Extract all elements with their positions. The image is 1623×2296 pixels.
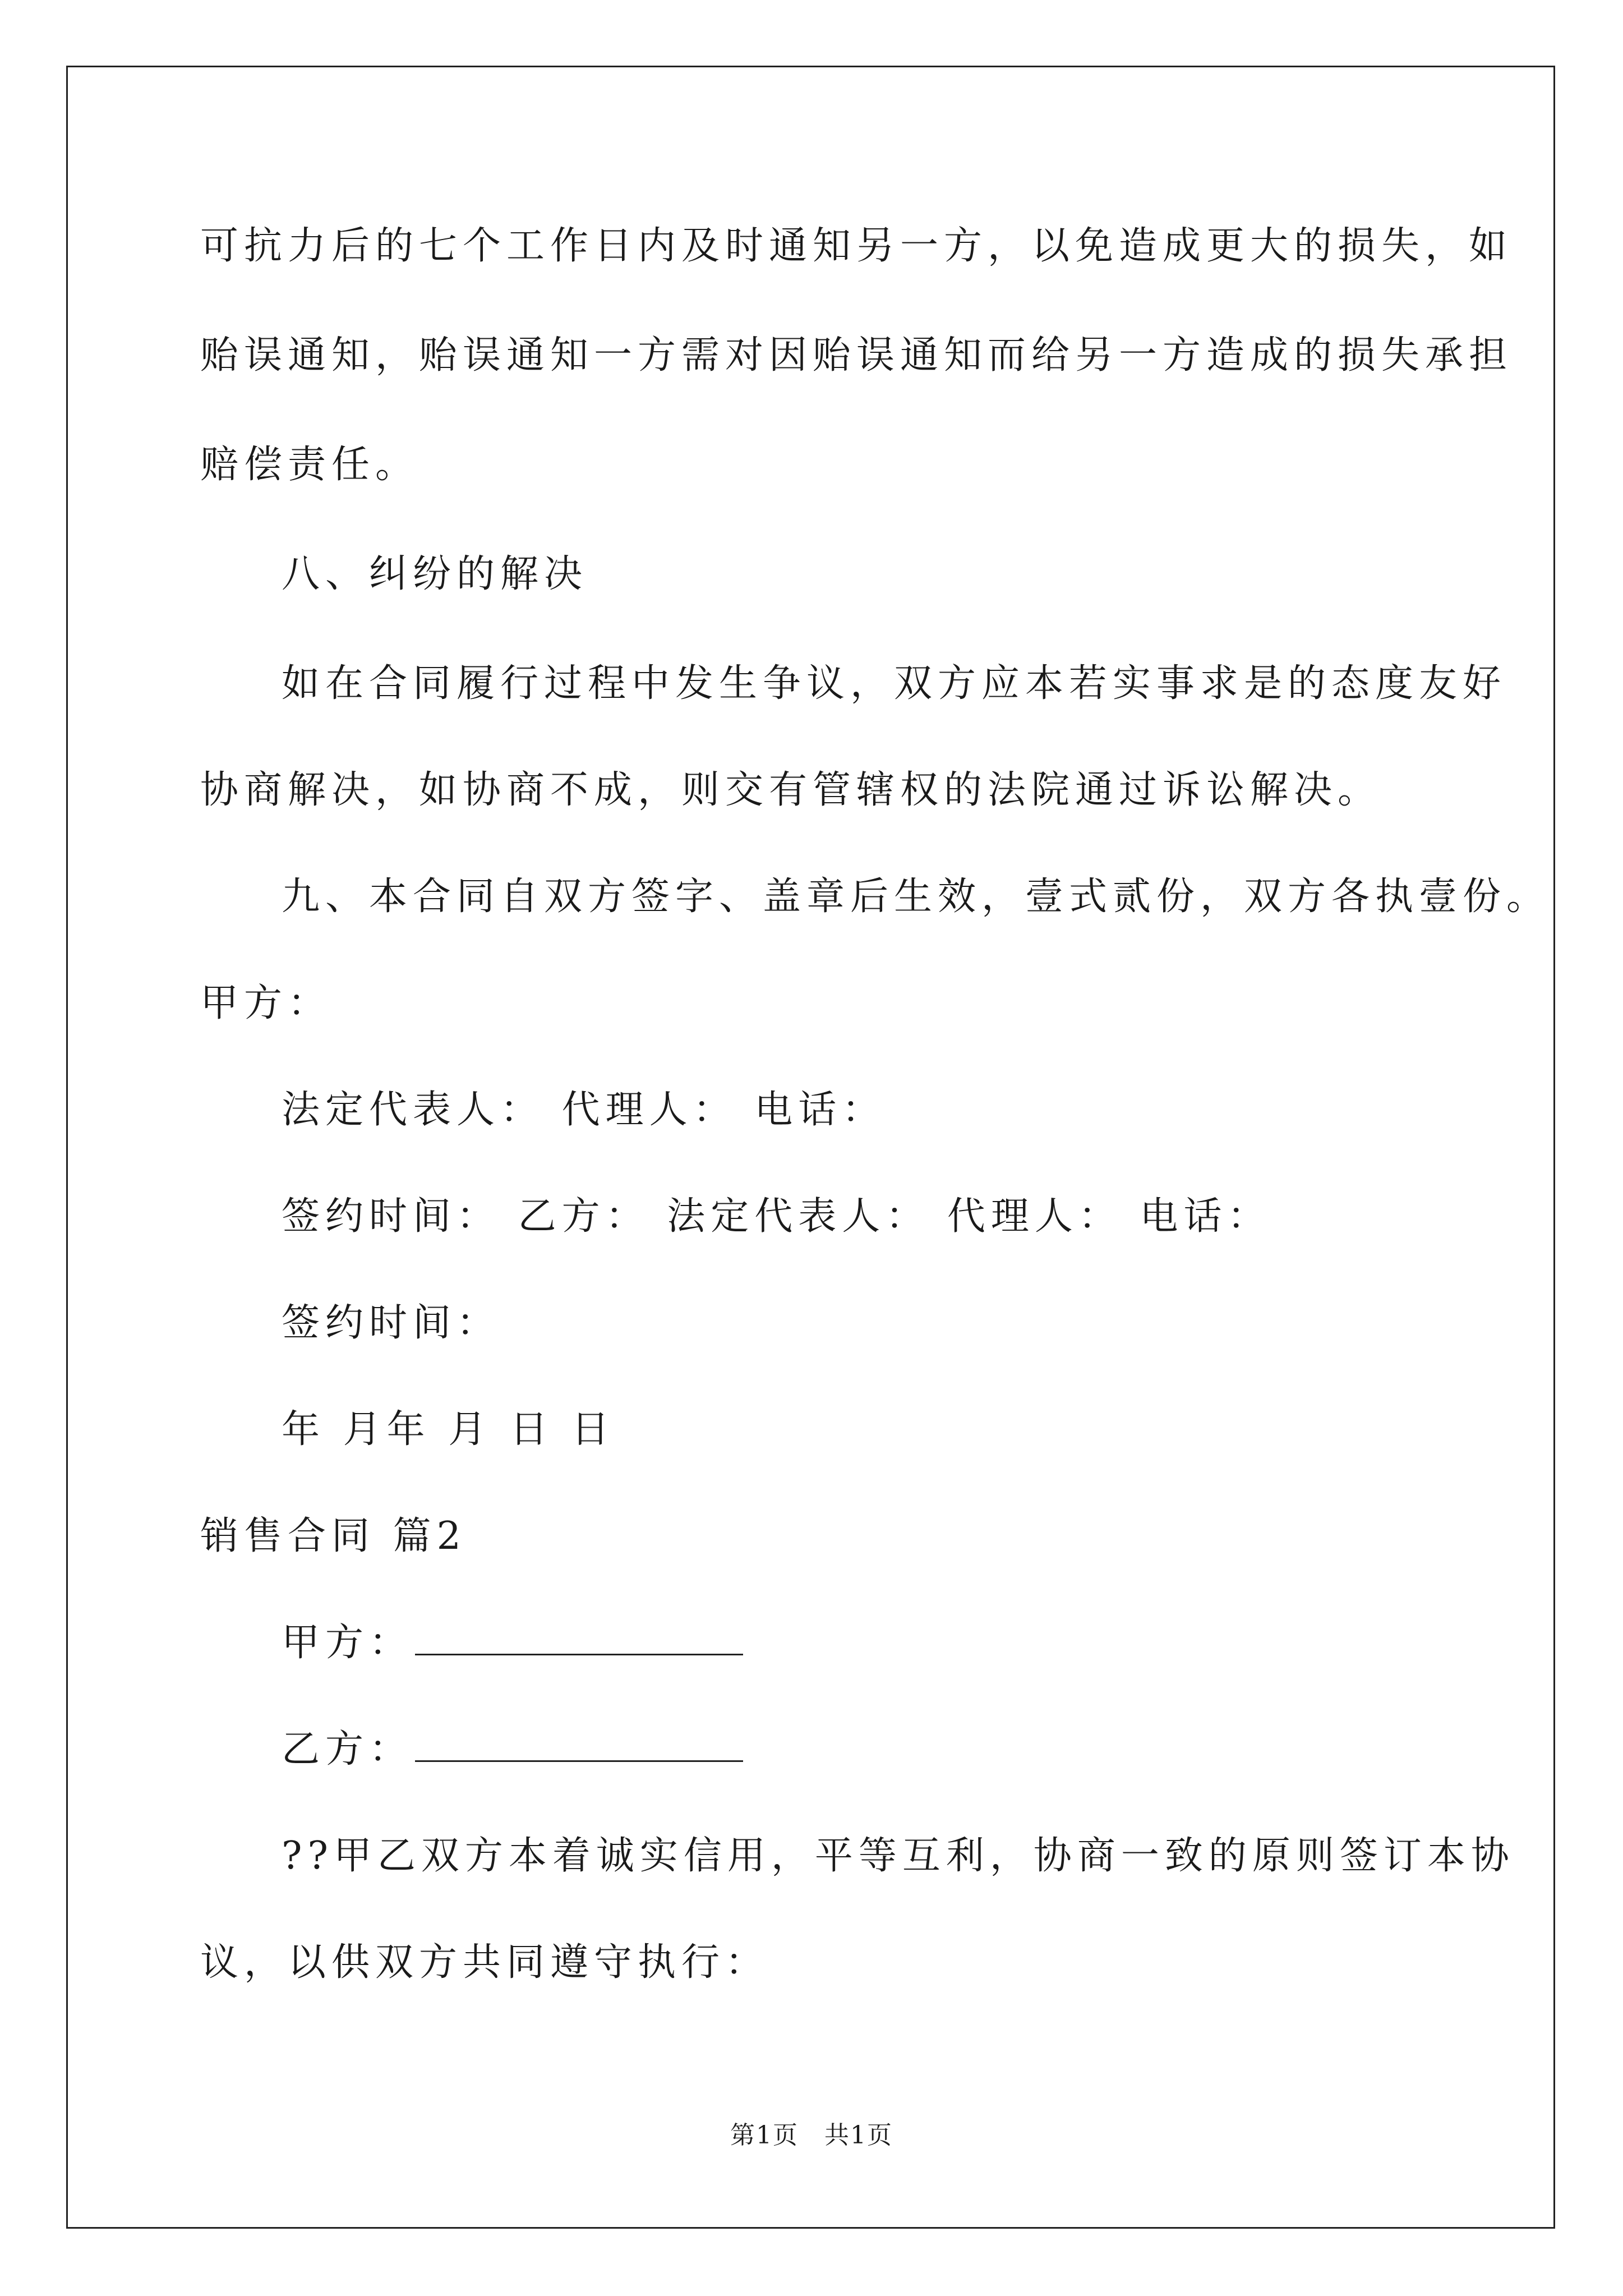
paragraph-line: 议，以供双方共同遵守执行： (200, 1940, 769, 1985)
fill-in-blank (415, 1757, 743, 1762)
page-border (66, 66, 1555, 2229)
party-a-label: 甲方： (282, 1621, 413, 1665)
page-number: 第1页 (730, 2121, 799, 2150)
paragraph-line: 如在合同履行过程中发生争议，双方应本若实事求是的态度友好 (282, 661, 1507, 706)
paragraph-line: 赔偿责任。 (200, 443, 419, 487)
paragraph-line: 九、本合同自双方签字、盖章后生效，壹式贰份，双方各执壹份。 (282, 875, 1551, 919)
signing-time-label: 签约时间： (282, 1301, 501, 1345)
signature-fields: 法定代表人： 代理人： 电话： (282, 1088, 886, 1132)
party-b-field (282, 1727, 743, 1772)
signature-fields: 签约时间： 乙方： 法定代表人： 代理人： 电话： (282, 1194, 1271, 1239)
page-footer (0, 2115, 1623, 2151)
party-a-label: 甲方： (200, 981, 332, 1025)
paragraph-line: 协商解决，如协商不成，则交有管辖权的法院通过诉讼解决。 (200, 768, 1382, 812)
party-b-label: 乙方： (282, 1727, 413, 1772)
section-heading: 八、纠纷的解决 (282, 552, 588, 596)
fill-in-blank (415, 1650, 743, 1655)
paragraph-line: ??甲乙双方本着诚实信用，平等互利，协商一致的原则签订本协 (282, 1834, 1515, 1878)
contract-title: 销售合同 篇2 (200, 1514, 467, 1558)
page-total: 共1页 (824, 2121, 893, 2150)
paragraph-line: 可抗力后的七个工作日内及时通知另一方，以免造成更大的损失，如 (200, 224, 1513, 268)
paragraph-line: 贻误通知，贻误通知一方需对因贻误通知而给另一方造成的损失承担 (200, 333, 1513, 378)
date-fields: 年 月年 月 日 日 (282, 1407, 615, 1452)
party-a-field (282, 1621, 743, 1665)
